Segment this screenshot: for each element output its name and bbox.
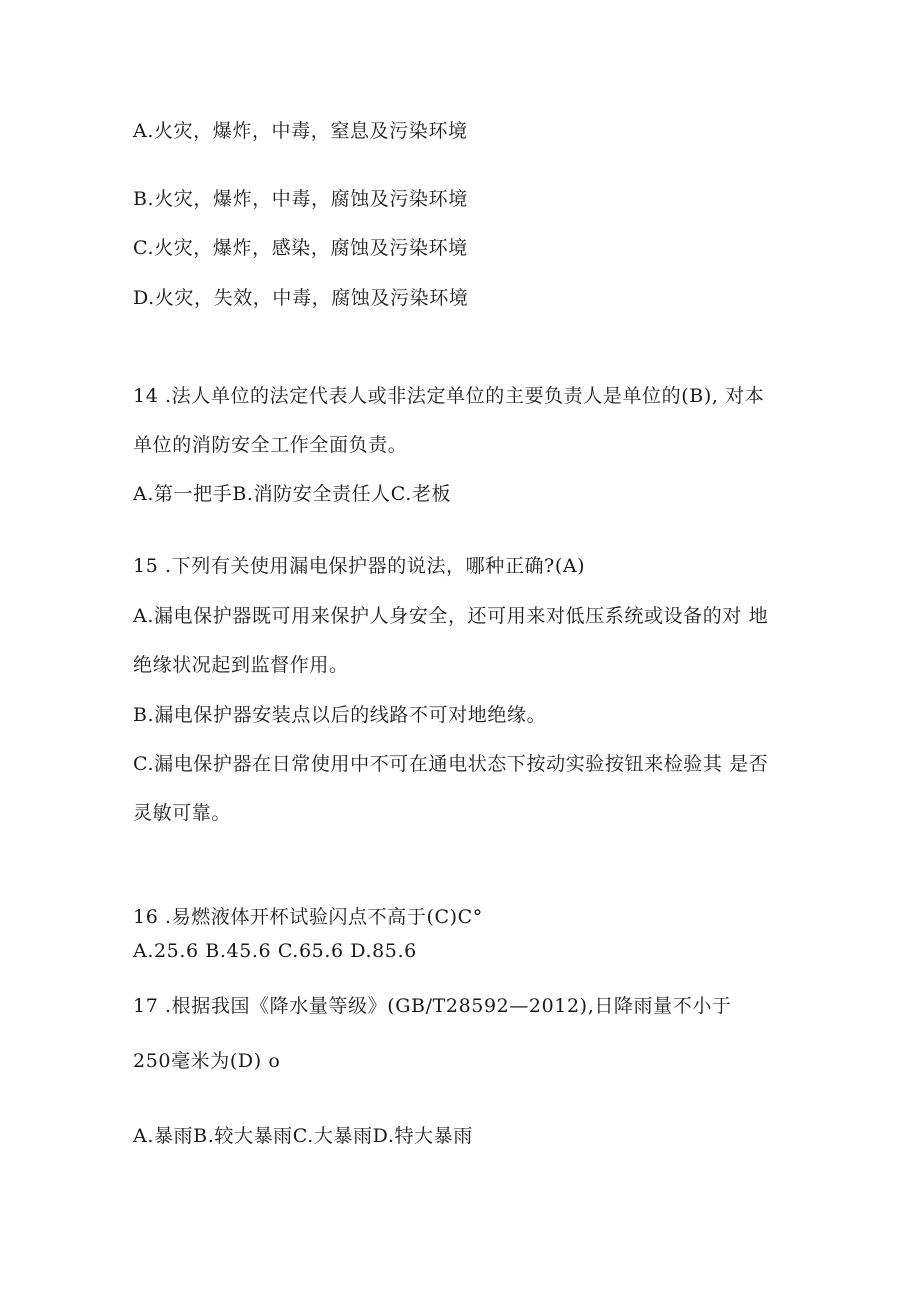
q15-option-a-cont: 绝缘状况起到监督作用。 — [133, 654, 349, 676]
q17-options: A.暴雨B.较大暴雨C.大暴雨D.特大暴雨 — [133, 1125, 473, 1147]
q15-option-c: C.漏电保护器在日常使用中不可在通电状态下按动实验按钮来检验其 是否 — [133, 753, 769, 775]
q16-question: 16 .易燃液体开杯试验闪点不高于(C)C° — [133, 906, 483, 928]
q16-options: A.25.6 B.45.6 C.65.6 D.85.6 — [133, 940, 417, 962]
q17-question-cont: 250毫米为(D) o — [133, 1050, 281, 1072]
q13-option-a: A.火灾，爆炸，中毒，窒息及污染环境 — [133, 120, 468, 142]
q17-question: 17 .根据我国《降水量等级》(GB/T28592—2012),日降雨量不小于 — [133, 995, 732, 1017]
q15-option-a: A.漏电保护器既可用来保护人身安全，还可用来对低压系统或设备的对 地 — [133, 605, 769, 627]
q14-question: 14 .法人单位的法定代表人或非法定单位的主要负责人是单位的(B), 对本 — [133, 385, 765, 407]
q14-options: A.第一把手B.消防安全责任人C.老板 — [133, 483, 452, 505]
q13-option-d: D.火灾，失效，中毒，腐蚀及污染环境 — [133, 287, 469, 309]
q13-option-b: B.火灾，爆炸，中毒，腐蚀及污染环境 — [133, 188, 468, 210]
q15-question: 15 .下列有关使用漏电保护器的说法，哪种正确?(A) — [133, 555, 586, 577]
q14-question-cont: 单位的消防安全工作全面负责。 — [133, 434, 408, 456]
q15-option-b: B.漏电保护器安装点以后的线路不可对地绝缘。 — [133, 704, 547, 726]
q15-option-c-cont: 灵敏可靠。 — [133, 802, 232, 824]
q13-option-c: C.火灾，爆炸，感染，腐蚀及污染环境 — [133, 237, 468, 259]
